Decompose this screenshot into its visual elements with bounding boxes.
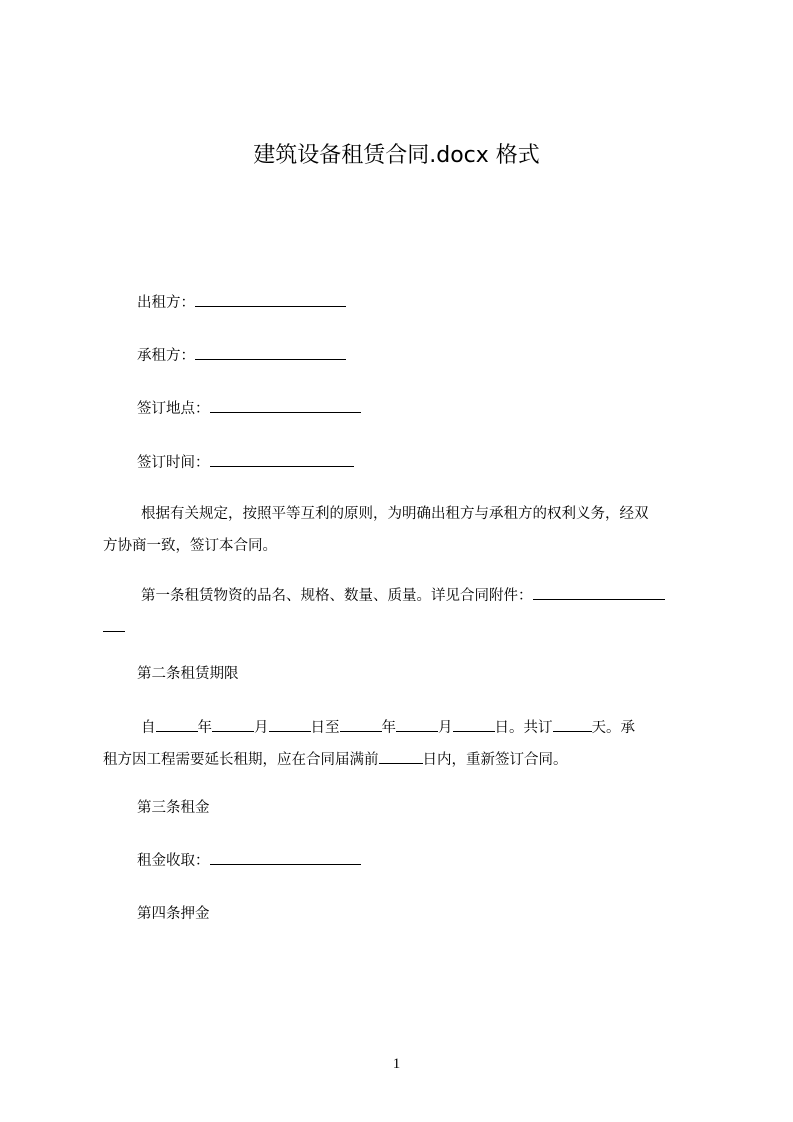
text-year: 年 bbox=[197, 720, 212, 736]
text-from: 自 bbox=[141, 720, 156, 736]
lessee-field bbox=[137, 345, 346, 366]
renewal-days-blank[interactable] bbox=[379, 749, 423, 764]
text-day-to: 日至 bbox=[310, 720, 340, 736]
article-1-blank-cont[interactable] bbox=[103, 617, 125, 632]
start-day-blank[interactable] bbox=[269, 717, 311, 732]
text-month: 月 bbox=[254, 720, 269, 736]
text-days-suffix: 天。承 bbox=[591, 720, 635, 736]
rent-collect-blank[interactable] bbox=[210, 850, 361, 865]
text-month-2: 月 bbox=[438, 720, 453, 736]
end-year-blank[interactable] bbox=[340, 717, 382, 732]
article-4-heading: 第四条押金 bbox=[137, 906, 210, 922]
start-month-blank[interactable] bbox=[212, 717, 254, 732]
text-extension: 租方因工程需要延长租期，应在合同届满前 bbox=[103, 752, 379, 768]
text-day-total: 日。共订 bbox=[494, 720, 553, 736]
lessor-blank[interactable] bbox=[195, 292, 346, 307]
article-1 bbox=[137, 580, 707, 644]
page-number: 1 bbox=[392, 1056, 401, 1072]
sign-time-blank[interactable] bbox=[210, 452, 354, 467]
article-2-heading: 第二条租赁期限 bbox=[137, 666, 239, 682]
preamble-line-2: 方协商一致，签订本合同。 bbox=[103, 538, 277, 554]
article-1-text: 第一条租赁物资的品名、规格、数量、质量。详见合同附件： bbox=[141, 588, 533, 604]
lessor-label: 出租方： bbox=[137, 295, 195, 311]
lessor-field bbox=[137, 292, 346, 313]
sign-time-field bbox=[137, 452, 354, 473]
document-title: 建筑设备租赁合同.docx 格式 bbox=[253, 143, 540, 168]
article-2-body bbox=[103, 712, 707, 776]
sign-place-field bbox=[137, 398, 361, 419]
preamble-line-1: 根据有关规定，按照平等互利的原则，为明确出租方与承租方的权利义务，经双 bbox=[141, 506, 649, 522]
sign-place-blank[interactable] bbox=[210, 398, 361, 413]
article-2-line-2 bbox=[103, 744, 707, 776]
article-3-heading: 第三条租金 bbox=[137, 800, 210, 816]
total-days-blank[interactable] bbox=[553, 717, 592, 732]
start-year-blank[interactable] bbox=[156, 717, 198, 732]
text-renewal: 日内，重新签订合同。 bbox=[422, 752, 568, 768]
text-year-2: 年 bbox=[381, 720, 396, 736]
preamble-paragraph bbox=[103, 498, 707, 562]
lessee-label: 承租方： bbox=[137, 348, 195, 364]
sign-place-label: 签订地点： bbox=[137, 401, 210, 417]
rent-collect-field bbox=[137, 850, 361, 871]
article-2-line-1 bbox=[137, 712, 707, 744]
article-1-blank[interactable] bbox=[533, 585, 665, 600]
end-day-blank[interactable] bbox=[453, 717, 495, 732]
lessee-blank[interactable] bbox=[195, 345, 346, 360]
sign-time-label: 签订时间： bbox=[137, 455, 210, 471]
end-month-blank[interactable] bbox=[396, 717, 438, 732]
article-1-line-1 bbox=[137, 580, 707, 612]
article-1-line-2 bbox=[103, 612, 707, 644]
rent-collect-label: 租金收取： bbox=[137, 853, 210, 869]
